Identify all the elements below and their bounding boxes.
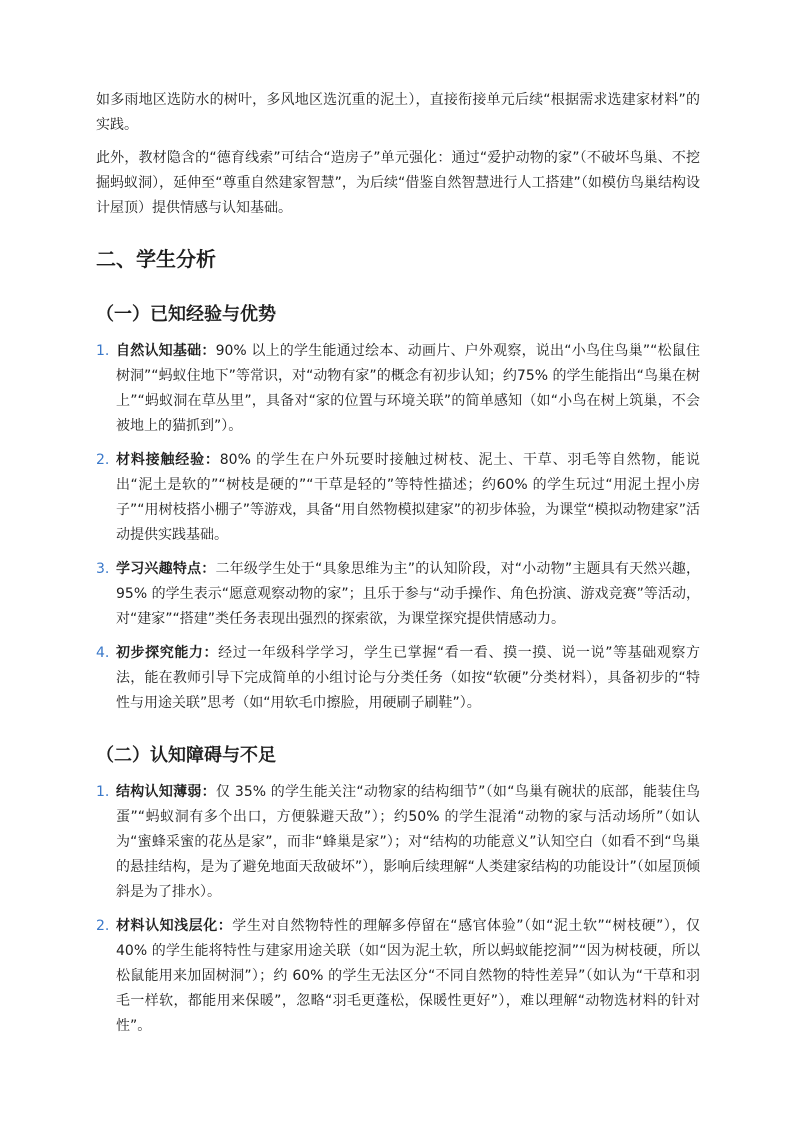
list-item-text: 经过一年级科学学习，学生已掌握“看一看、摸一摸、说一说”等基础观察方法，能在教师引导下完成简单的小组讨论与分类任务（如按“软硬”分类材料），具备初步的“特性与用途关联”思考（如“用软毛巾擦脸，用硬刷子刷鞋”）。: [116, 645, 700, 711]
list-item-number: 2.: [96, 452, 110, 468]
list-item-lead: 结构认知薄弱：: [116, 784, 216, 800]
document-page: [96, 88, 700, 1048]
list-item: [96, 641, 700, 716]
list-item: [96, 448, 700, 548]
list-item: [96, 339, 700, 439]
known-experience-list: [96, 339, 700, 716]
list-item-text: 二年级学生处于“具象思维为主”的认知阶段，对“小动物”主题具有天然兴趣，95% 的学生表示“愿意观察动物的家”；且乐于参与“动手操作、角色扮演、游戏竞赛”等活动，对“建家”“搭建”类任务表现出强烈的探索欲，为课堂探究提供情感动力。: [116, 561, 700, 627]
list-item-text: 90% 以上的学生能通过绘本、动画片、户外观察，说出“小鸟住鸟巢”“松鼠住树洞”“蚂蚁住地下”等常识，对“动物有家”的概念有初步认知；约75% 的学生能指出“鸟巢在树上”“蚂蚁洞在草丛里”，具备对“家的位置与环境关联”的简单感知（如“小鸟在树上筑巢，不会被地上的猫抓到”）。: [116, 343, 701, 434]
list-item-number: 4.: [96, 645, 110, 661]
list-item: [96, 780, 700, 905]
intro-paragraph: 如多雨地区选防水的树叶，多风地区选沉重的泥土），直接衔接单元后续“根据需求选建家材料”的实践。: [96, 92, 700, 133]
list-item: [96, 557, 700, 632]
list-item-text: 仅 35% 的学生能关注“动物家的结构细节”（如“鸟巢有碗状的底部，能装住鸟蛋”“蚂蚁洞有多个出口，方便躲避天敌”）；约50% 的学生混淆“动物的家与活动场所”（如认为“蜜蜂采蜜的花丛是家”，而非“蜂巢是家”）；对“结构的功能意义”认知空白（如看不到“鸟巢的悬挂结构，是为了避免地面天敌破坏”），影响后续理解“人类建家结构的功能设计”（如屋顶倾斜是为了排水）。: [116, 784, 700, 900]
list-item-lead: 材料认知浅层化：: [116, 918, 233, 934]
list-item-number: 3.: [96, 561, 110, 577]
list-item-lead: 学习兴趣特点：: [116, 561, 216, 577]
list-item-lead: 自然认知基础：: [116, 343, 216, 359]
intro-paragraph: 此外，教材隐含的“德育线索”可结合“造房子”单元强化：通过“爱护动物的家”（不破坏鸟巢、不挖掘蚂蚁洞），延伸至“尊重自然建家智慧”，为后续“借鉴自然智慧进行人工搭建”（如模仿鸟巢结构设计屋顶）提供情感与认知基础。: [96, 150, 700, 216]
list-item-lead: 初步探究能力：: [116, 645, 219, 661]
list-item: [96, 914, 700, 1039]
list-item-number: 1.: [96, 343, 110, 359]
subsection-heading-cognitive-barriers: （二）认知障碍与不足: [96, 745, 276, 766]
list-item-number: 1.: [96, 784, 110, 800]
subsection-heading-known-experience: （一）已知经验与优势: [96, 304, 276, 325]
list-item-lead: 材料接触经验：: [116, 452, 220, 468]
cognitive-barriers-list: [96, 780, 700, 1039]
list-item-text: 学生对自然物特性的理解多停留在“感官体验”（如“泥土软”“树枝硬”），仅 40% 的学生能将特性与建家用途关联（如“因为泥土软，所以蚂蚁能挖洞”“因为树枝硬，所以松鼠能用来加固树洞”）；约 60% 的学生无法区分“不同自然物的特性差异”（如认为“干草和羽毛一样软，都能用来保暖”，忽略“羽毛更蓬松，保暖性更好”），难以理解“动物选材料的针对性”。: [116, 918, 700, 1034]
section-heading: 二、学生分析: [96, 247, 216, 271]
list-item-number: 2.: [96, 918, 110, 934]
list-item-text: 80% 的学生在户外玩要时接触过树枝、泥土、干草、羽毛等自然物，能说出“泥土是软的”“树枝是硬的”“干草是轻的”等特性描述；约60% 的学生玩过“用泥土捏小房子”“用树枝搭小棚子”等游戏，具备“用自然物模拟建家”的初步体验，为课堂“模拟动物建家”活动提供实践基础。: [116, 452, 700, 543]
